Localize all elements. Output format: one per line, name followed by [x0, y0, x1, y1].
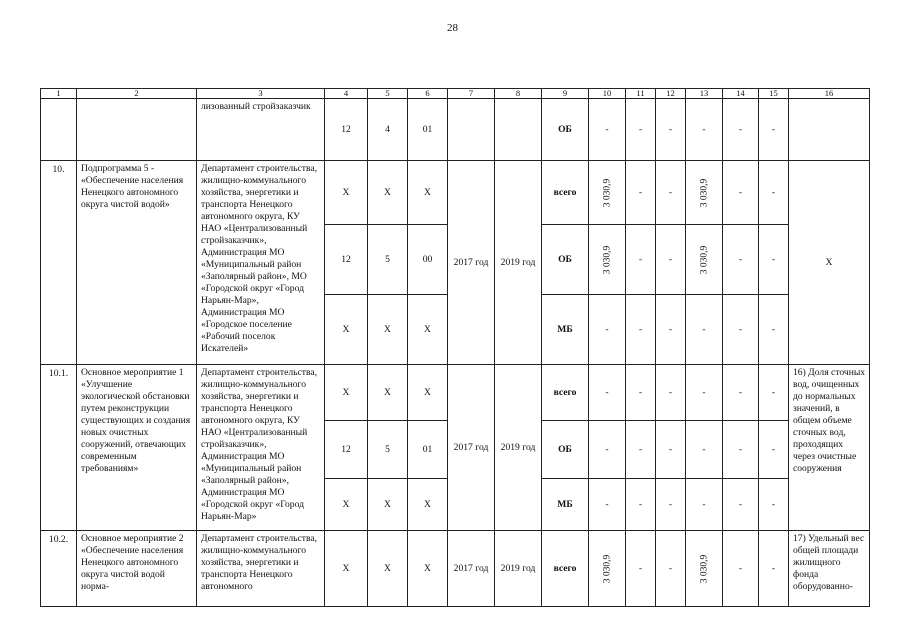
cell-amount-c11: -: [626, 161, 656, 225]
cell-number: [41, 99, 77, 161]
cell-year-end: 2019 год: [495, 161, 542, 365]
table-row: [41, 161, 870, 225]
cell-number: 10.1.: [41, 365, 77, 531]
cell-amount-c11: -: [626, 99, 656, 161]
cell-amount-c12: -: [656, 479, 686, 531]
column-header: 10: [589, 89, 626, 99]
cell-amount-c12: -: [656, 295, 686, 365]
column-header: 7: [448, 89, 495, 99]
cell-funding-source: всего: [542, 365, 589, 421]
cell-executor: Департамент строительства, жилищно-коммунального хозяйства, энергетики и транспорта Ненецкого автономного округа, КУ НАО «Централизованный стройзаказчик», Администрация МО «Муниципальный район «Заполярный район», МО «Городской округ «Город Нарьян-Мар», Администрация МО «Городское поселение «Рабочий поселок Искателей»: [197, 161, 325, 365]
cell-funding-source: МБ: [542, 479, 589, 531]
cell-name: Основное мероприятие 2 «Обеспечение населения Ненецкого автономного округа чистой водой норма-: [77, 531, 197, 607]
value-vertical: 3 030,9: [699, 245, 709, 274]
cell-year-start: 2017 год: [448, 531, 495, 607]
cell-amount-c10: -: [589, 421, 626, 479]
cell-amount-c11: -: [626, 479, 656, 531]
cell-funding-source: всего: [542, 161, 589, 225]
cell-amount-c14: -: [723, 479, 759, 531]
value-vertical: 3 030,9: [699, 178, 709, 207]
column-header: 13: [686, 89, 723, 99]
cell-amount-c14: -: [723, 295, 759, 365]
cell-code-b: X: [368, 479, 408, 531]
column-header: 3: [197, 89, 325, 99]
cell-amount-c13: -: [686, 365, 723, 421]
cell-code-a: 12: [325, 421, 368, 479]
cell-code-c: X: [408, 365, 448, 421]
cell-amount-c14: -: [723, 225, 759, 295]
table-body: [41, 89, 870, 607]
cell-amount-c12: -: [656, 161, 686, 225]
cell-amount-c13: -: [686, 479, 723, 531]
cell-amount-c12: -: [656, 365, 686, 421]
column-header: 12: [656, 89, 686, 99]
cell-amount-c10: [589, 161, 626, 225]
cell-amount-c12: -: [656, 531, 686, 607]
cell-amount-c12: -: [656, 225, 686, 295]
cell-code-b: 5: [368, 421, 408, 479]
cell-amount-c10: [589, 225, 626, 295]
column-header: 11: [626, 89, 656, 99]
cell-code-b: X: [368, 161, 408, 225]
cell-code-b: 5: [368, 225, 408, 295]
page-number: 28: [447, 22, 458, 34]
column-header: 14: [723, 89, 759, 99]
cell-code-a: 12: [325, 99, 368, 161]
cell-code-a: X: [325, 531, 368, 607]
cell-funding-source: ОБ: [542, 225, 589, 295]
cell-code-b: X: [368, 531, 408, 607]
cell-year-start: [448, 99, 495, 161]
cell-amount-c15: -: [759, 225, 789, 295]
cell-amount-c10: -: [589, 295, 626, 365]
cell-amount-c15: -: [759, 295, 789, 365]
column-header: 8: [495, 89, 542, 99]
cell-number: 10.2.: [41, 531, 77, 607]
cell-number: 10.: [41, 161, 77, 365]
cell-amount-c11: -: [626, 365, 656, 421]
cell-amount-c13: [686, 161, 723, 225]
cell-amount-c15: -: [759, 99, 789, 161]
column-header: 15: [759, 89, 789, 99]
cell-year-start: 2017 год: [448, 365, 495, 531]
cell-code-b: 4: [368, 99, 408, 161]
cell-amount-c12: -: [656, 99, 686, 161]
column-number-header: [41, 89, 870, 99]
cell-executor: Департамент строительства, жилищно-коммунального хозяйства, энергетики и транспорта Ненецкого автономного: [197, 531, 325, 607]
cell-name: Основное мероприятие 1 «Улучшение экологической обстановки путем реконструкции существующих и создания новых очистных сооружений, отвечающих современным требованиям»: [77, 365, 197, 531]
cell-funding-source: МБ: [542, 295, 589, 365]
value-vertical: 3 030,9: [602, 554, 612, 583]
table-row: [41, 531, 870, 607]
value-vertical: 3 030,9: [699, 554, 709, 583]
cell-funding-source: ОБ: [542, 421, 589, 479]
cell-amount-c11: -: [626, 295, 656, 365]
column-header: 6: [408, 89, 448, 99]
cell-amount-c13: [686, 531, 723, 607]
value-vertical: 3 030,9: [602, 178, 612, 207]
cell-amount-c11: -: [626, 225, 656, 295]
cell-amount-c11: -: [626, 421, 656, 479]
cell-funding-source: всего: [542, 531, 589, 607]
cell-amount-c10: -: [589, 365, 626, 421]
cell-amount-c10: [589, 531, 626, 607]
column-header: 2: [77, 89, 197, 99]
cell-funding-source: ОБ: [542, 99, 589, 161]
cell-name: [77, 99, 197, 161]
cell-code-a: X: [325, 365, 368, 421]
cell-amount-c15: -: [759, 531, 789, 607]
cell-year-start: 2017 год: [448, 161, 495, 365]
cell-code-b: X: [368, 365, 408, 421]
cell-amount-c14: -: [723, 161, 759, 225]
cell-amount-c15: -: [759, 365, 789, 421]
cell-year-end: 2019 год: [495, 365, 542, 531]
cell-name: Подпрограмма 5 - «Обеспечение населения Ненецкого автономного округа чистой водой»: [77, 161, 197, 365]
cell-year-end: [495, 99, 542, 161]
cell-amount-c14: -: [723, 531, 759, 607]
cell-code-c: 01: [408, 99, 448, 161]
cell-code-c: X: [408, 531, 448, 607]
column-header: 16: [789, 89, 870, 99]
column-header: 9: [542, 89, 589, 99]
cell-amount-c13: [686, 225, 723, 295]
column-header: 5: [368, 89, 408, 99]
cell-amount-c13: -: [686, 421, 723, 479]
cell-year-end: 2019 год: [495, 531, 542, 607]
cell-code-a: 12: [325, 225, 368, 295]
cell-amount-c15: -: [759, 161, 789, 225]
cell-executor: лизованный стройзаказчик: [197, 99, 325, 161]
column-header: 4: [325, 89, 368, 99]
cell-amount-c13: -: [686, 99, 723, 161]
cell-amount-c13: -: [686, 295, 723, 365]
cell-code-a: X: [325, 295, 368, 365]
cell-code-c: X: [408, 479, 448, 531]
program-table: [40, 88, 870, 607]
cell-code-a: X: [325, 479, 368, 531]
cell-code-c: 01: [408, 421, 448, 479]
cell-executor: Департамент строительства, жилищно-коммунального хозяйства, энергетики и транспорта Ненецкого автономного округа, КУ НАО «Централизованный стройзаказчик», Администрация МО «Муниципальный район «Заполярный район», Администрация МО «Городской округ «Город Нарьян-Мар»: [197, 365, 325, 531]
cell-amount-c10: -: [589, 99, 626, 161]
cell-indicator: 17) Удельный вес общей площади жилищного фонда оборудованно-: [789, 531, 870, 607]
cell-indicator: [789, 99, 870, 161]
table-row: [41, 99, 870, 161]
cell-amount-c12: -: [656, 421, 686, 479]
cell-amount-c11: -: [626, 531, 656, 607]
cell-indicator: X: [789, 161, 870, 365]
cell-amount-c15: -: [759, 479, 789, 531]
cell-code-b: X: [368, 295, 408, 365]
cell-code-c: 00: [408, 225, 448, 295]
cell-amount-c14: -: [723, 365, 759, 421]
column-header: 1: [41, 89, 77, 99]
cell-amount-c10: -: [589, 479, 626, 531]
value-vertical: 3 030,9: [602, 245, 612, 274]
cell-code-a: X: [325, 161, 368, 225]
cell-amount-c14: -: [723, 99, 759, 161]
table-row: [41, 365, 870, 421]
cell-amount-c15: -: [759, 421, 789, 479]
cell-indicator: 16) Доля сточных вод, очищенных до нормальных значений, в общем объеме сточных вод, проходящих через очистные сооружения: [789, 365, 870, 531]
cell-code-c: X: [408, 161, 448, 225]
cell-amount-c14: -: [723, 421, 759, 479]
cell-code-c: X: [408, 295, 448, 365]
